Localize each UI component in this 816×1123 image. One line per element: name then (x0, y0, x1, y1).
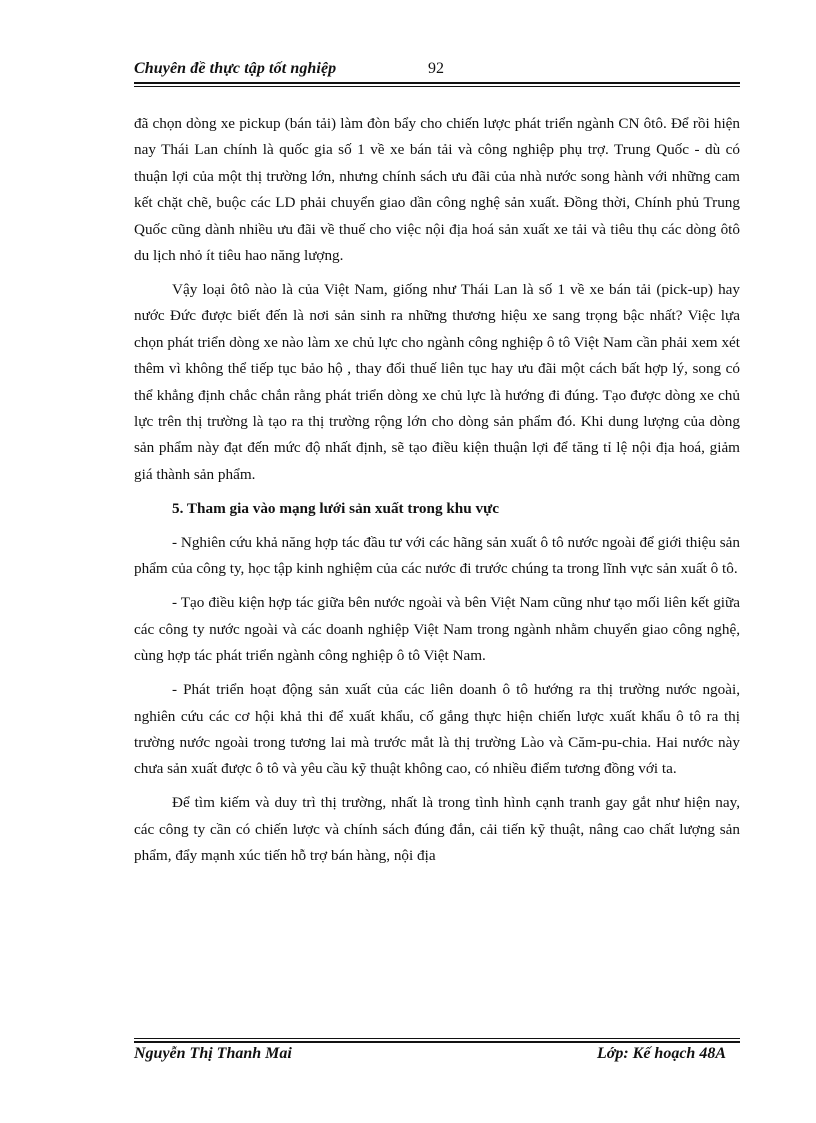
footer-rule (134, 1041, 740, 1043)
footer-class-label: Lớp: Kế hoạch 48A (596, 1045, 726, 1062)
paragraph: Để tìm kiếm và duy trì thị trường, nhất là trong tình hình cạnh tranh gay gắt như hiện nay, các công ty cần có chiến lược và chính sách đúng đắn, cải tiến kỹ thuật, nâng cao chất lượng sản phẩm, đẩy mạnh xúc tiến hỗ trợ bán hàng, nội địa (134, 794, 740, 865)
header-rule-thin (134, 86, 740, 87)
paragraph: Vậy loại ôtô nào là của Việt Nam, giống như Thái Lan là số 1 về xe bán tải (pick-up) hay nước Đức được biết đến là nơi sản sinh ra những thương hiệu xe sang trọng bậc nhất? Việc lựa chọn phát triển dòng xe nào làm xe chủ lực cho ngành công nghiệp ô tô Việt Nam cần phải xem xét thêm vì không thể tiếp tục bảo hộ , thay đổi thuế liên tục hay ưu đãi một cách bất hợp lý, song có thể khẳng định chắc chắn rằng phát triển dòng xe chủ lực là hướng đi đúng. Tạo được dòng xe chủ lực trên thị trường là tạo ra thị trường rộng lớn cho dòng sản phẩm đó. Khi dung lượng của dòng sản phẩm này đạt đến mức độ nhất định, sẽ tạo điều kiện thuận lợi để tăng tỉ lệ nội địa hoá, giảm giá thành sản phẩm. (134, 281, 740, 483)
paragraph: - Nghiên cứu khả năng hợp tác đầu tư với các hãng sản xuất ô tô nước ngoài để giới thiệu sản phẩm của công ty, học tập kinh nghiệm của các nước đi trước chúng ta trong lĩnh vực sản xuất ô tô. (134, 533, 740, 578)
footer-rule-thin (134, 1038, 740, 1039)
page-number: 92 (428, 60, 444, 77)
paragraph: - Phát triển hoạt động sản xuất của các liên doanh ô tô hướng ra thị trường nước ngoài, nghiên cứu các cơ hội khả thi để xuất khẩu, cố gắng thực hiện chiến lược xuất khẩu ô tô ra thị trường nước ngoài trong tương lai mà trước mắt là thị trường Lào và Căm-pu-chia. Hai nước này chưa sản xuất được ô tô và yêu cầu kỹ thuật không cao, có nhiều điểm tương đồng với ta. (134, 681, 740, 778)
paragraph: đã chọn dòng xe pickup (bán tải) làm đòn bẩy cho chiến lược phát triển ngành CN ôtô. Để rồi hiện nay Thái Lan chính là quốc gia số 1 về xe bán tải và công nghiệp phụ trợ. Trung Quốc - dù có thuận lợi của một thị trường lớn, nhưng chính sách ưu đãi của nhà nước song hành với những cam kết chặt chẽ, buộc các LD phải chuyển giao dần công nghệ sản xuất. Đồng thời, Chính phủ Trung Quốc cũng dành nhiều ưu đãi về thuế cho việc nội địa hoá sản xuất xe tải và tiêu thụ các dòng ôtô du lịch nhỏ ít tiêu hao năng lượng. (134, 115, 740, 265)
body-text (134, 111, 740, 877)
header-title: Chuyên đề thực tập tốt nghiệp (134, 60, 337, 77)
footer-author: Nguyễn Thị Thanh Mai (134, 1045, 292, 1062)
page-footer (134, 1045, 740, 1067)
paragraph: - Tạo điều kiện hợp tác giữa bên nước ngoài và bên Việt Nam cũng như tạo mối liên kết giữa các công ty nước ngoài và các doanh nghiệp Việt Nam trong ngành nhằm chuyển giao công nghệ, cùng hợp tác phát triển ngành công nghiệp ô tô Việt Nam. (134, 594, 740, 665)
page-header (134, 60, 740, 82)
header-rule (134, 82, 740, 84)
section-heading: 5. Tham gia vào mạng lưới sản xuất trong khu vực (172, 499, 499, 517)
